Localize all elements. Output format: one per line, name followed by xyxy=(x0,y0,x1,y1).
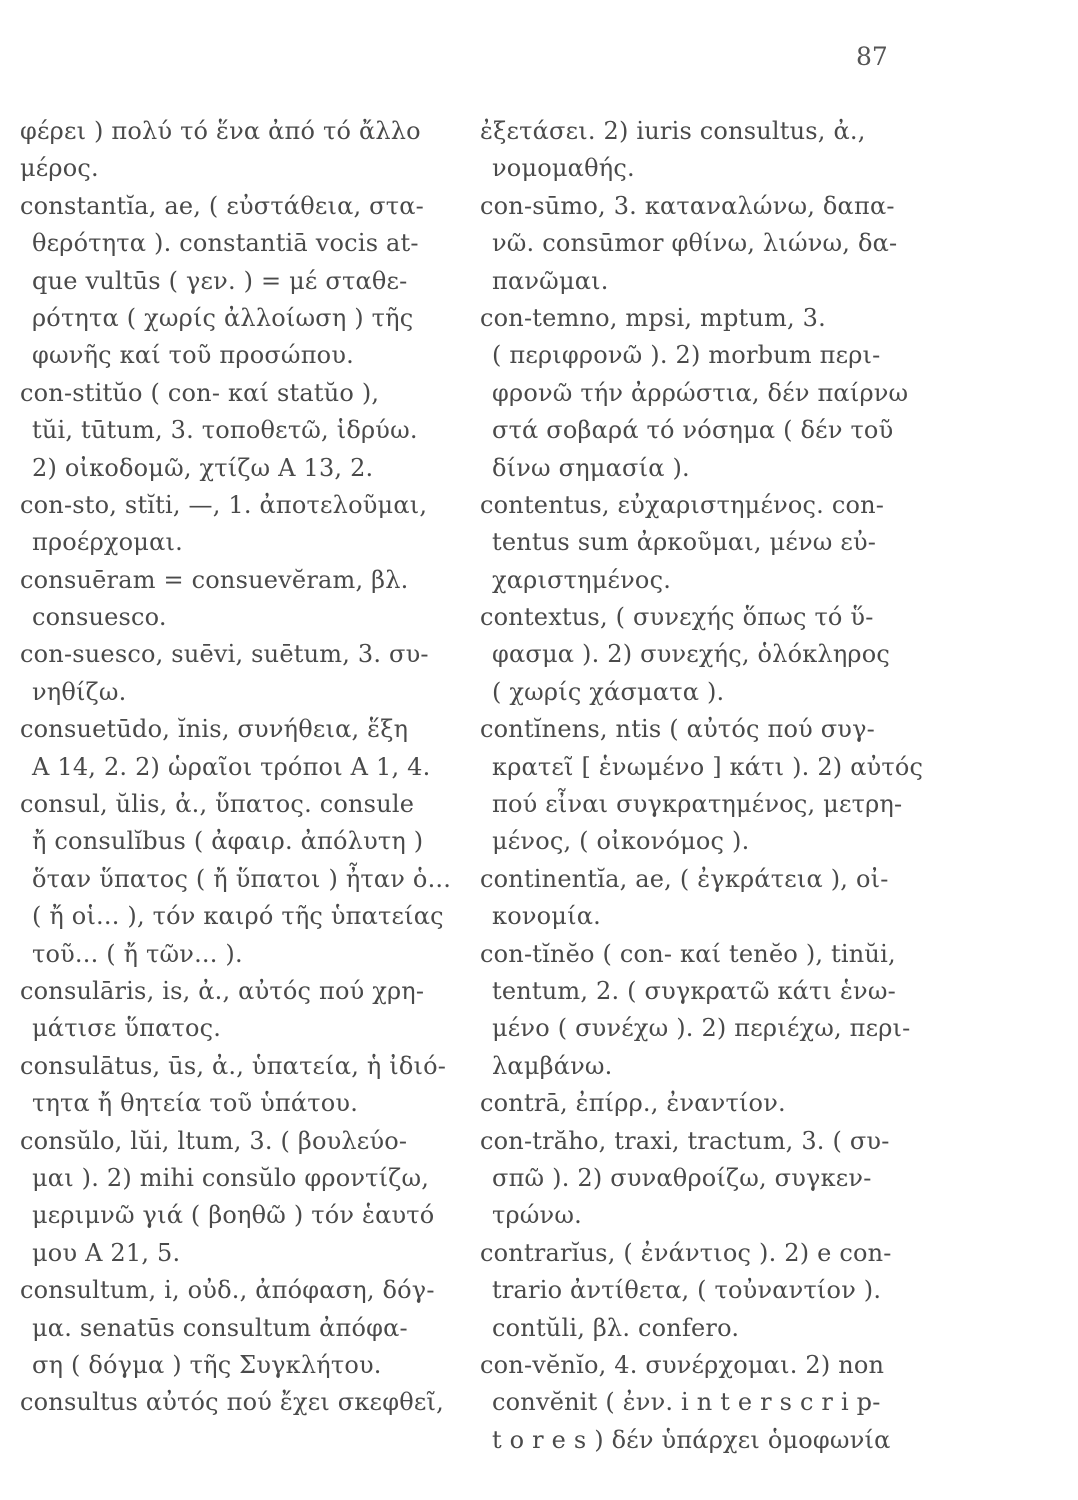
text-line: τρώνω. xyxy=(492,1201,582,1230)
text-line: contentus, εὐχαριστημένος. con- xyxy=(480,490,885,519)
text-line: con-suesco, suēvi, suētum, 3. συ- xyxy=(20,640,429,669)
text-line: πού εἶναι συγκρατημένος, μετρη- xyxy=(492,790,903,819)
text-line: δίνω σημασία ). xyxy=(492,453,690,482)
text-line: trario ἀντίθετα, ( τοὐναντίον ). xyxy=(492,1276,882,1305)
text-line: con-sto, stĭti, —, 1. ἀποτελοῦμαι, xyxy=(20,490,428,519)
text-line: μέρος. xyxy=(20,154,99,183)
text-line: con-stitŭo ( con- καί statŭo ), xyxy=(20,378,380,407)
text-line: φωνῆς καί τοῦ προσώπου. xyxy=(32,341,354,370)
text-line: ( ἤ οἱ... ), τόν καιρό τῆς ὑπατείας xyxy=(32,902,444,931)
right-column xyxy=(480,113,928,1459)
text-line: 2) οἰκοδομῶ, χτίζω Α 13, 2. xyxy=(32,453,374,482)
text-line: contextus, ( συνεχής ὅπως τό ὕ- xyxy=(480,603,874,632)
text-line: κονομία. xyxy=(492,902,601,931)
text-line: μένος, ( οἰκονόμος ). xyxy=(492,827,750,856)
text-line: τοῦ... ( ἤ τῶν... ). xyxy=(32,939,243,968)
text-line: tentus sum ἀρκοῦμαι, μένω εὐ- xyxy=(492,528,877,557)
text-line: μαι ). 2) mihi consŭlo φροντίζω, xyxy=(32,1163,430,1192)
text-line: ὅταν ὕπατος ( ἤ ὕπατοι ) ἦταν ὁ... xyxy=(32,864,452,893)
text-line: μου Α 21, 5. xyxy=(32,1238,181,1267)
text-line: φέρει ) πολύ τό ἕνα ἀπό τό ἄλλο xyxy=(20,117,421,145)
text-line: tŭi, tūtum, 3. τοποθετῶ, ἱδρύω. xyxy=(32,416,418,445)
text-line: ἐξετάσει. 2) iuris consultus, ἀ., xyxy=(480,117,866,145)
text-line: Α 14, 2. 2) ὡραῖοι τρόποι Α 1, 4. xyxy=(32,752,431,781)
text-line: μάτισε ὕπατος. xyxy=(32,1014,222,1043)
text-line: con-sūmo, 3. καταναλώνω, δαπα- xyxy=(480,191,895,220)
text-line: t o r e s ) δέν ὑπάρχει ὁμοφωνία xyxy=(492,1425,891,1454)
text-line: contŭli, βλ. confero. xyxy=(492,1313,740,1342)
text-line: convĕnit ( ἐνν. i n t e r s c r i p- xyxy=(492,1388,881,1417)
text-line: con-temno, mpsi, mptum, 3. xyxy=(480,303,826,332)
text-line: ση ( δόγμα ) τῆς Συγκλήτου. xyxy=(32,1350,382,1379)
text-line: consuēram = consuevĕram, βλ. xyxy=(20,565,409,594)
text-line: con-tĭnĕo ( con- καί tenĕo ), tinŭi, xyxy=(480,939,896,968)
text-line: νῶ. consūmor φθίνω, λιώνω, δα- xyxy=(492,229,898,258)
text-line: νηθίζω. xyxy=(32,677,127,706)
text-line: contĭnens, ntis ( αὐτός πού συγ- xyxy=(480,715,875,744)
page-number: 87 xyxy=(856,42,888,71)
text-line: φρονῶ τήν ἀρρώστια, δέν παίρνω xyxy=(492,378,909,407)
text-line: consuetūdo, ĭnis, συνήθεια, ἕξη xyxy=(20,715,409,744)
text-line: φασμα ). 2) συνεχής, ὁλόκληρος xyxy=(492,640,891,669)
text-line: προέρχομαι. xyxy=(32,528,183,557)
text-line: consŭlo, lŭi, ltum, 3. ( βουλεύο- xyxy=(20,1126,408,1155)
text-line: μεριμνῶ γιά ( βοηθῶ ) τόν ἑαυτό xyxy=(32,1201,435,1230)
text-line: que vultūs ( γεν. ) = μέ σταθε- xyxy=(32,266,408,295)
text-line: contrā, ἐπίρρ., ἐναντίον. xyxy=(480,1089,786,1118)
text-line: στά σοβαρά τό νόσημα ( δέν τοῦ xyxy=(492,416,894,445)
text-line: μα. senatūs consultum ἀπόφα- xyxy=(32,1313,408,1342)
text-line: con-trăho, traxi, tractum, 3. ( συ- xyxy=(480,1126,890,1155)
text-line: contrarĭus, ( ἐνάντιος ). 2) e con- xyxy=(480,1238,892,1267)
text-line: consultus αὐτός πού ἔχει σκεφθεῖ, xyxy=(20,1388,444,1417)
text-line: consuesco. xyxy=(32,603,167,632)
text-line: ἤ consulĭbus ( ἀφαιρ. ἀπόλυτη ) xyxy=(32,827,424,856)
text-line: σπῶ ). 2) συναθροίζω, συγκεν- xyxy=(492,1163,872,1192)
text-line: πανῶμαι. xyxy=(492,266,609,295)
text-line: continentĭa, ae, ( ἐγκράτεια ), οἰ- xyxy=(480,864,889,893)
left-column xyxy=(20,113,460,1422)
text-line: μένο ( συνέχω ). 2) περιέχω, περι- xyxy=(492,1014,911,1043)
text-line: λαμβάνω. xyxy=(492,1051,613,1080)
text-line: κρατεῖ [ ἑνωμένο ] κάτι ). 2) αὐτός xyxy=(492,752,924,781)
text-line: con-vĕnĭo, 4. συνέρχομαι. 2) non xyxy=(480,1350,885,1379)
text-line: tentum, 2. ( συγκρατῶ κάτι ἑνω- xyxy=(492,976,896,1005)
text-line: χαριστημένος. xyxy=(492,565,672,594)
text-line: consul, ŭlis, ἀ., ὕπατος. consule xyxy=(20,790,415,819)
text-line: νομομαθής. xyxy=(492,154,635,183)
text-line: consulāris, is, ἀ., αὐτός πού χρη- xyxy=(20,976,425,1005)
text-line: constantĭa, ae, ( εὐστάθεια, στα- xyxy=(20,191,424,220)
text-line: ρότητα ( χωρίς ἀλλοίωση ) τῆς xyxy=(32,303,414,332)
text-line: consultum, i, οὐδ., ἀπόφαση, δόγ- xyxy=(20,1276,435,1305)
text-line: ( χωρίς χάσματα ). xyxy=(492,677,725,706)
text-line: θερότητα ). constantiā vocis at- xyxy=(32,229,419,258)
text-line: τητα ἤ θητεία τοῦ ὑπάτου. xyxy=(32,1089,359,1118)
text-line: ( περιφρονῶ ). 2) morbum περι- xyxy=(492,341,881,370)
text-line: consulātus, ūs, ἀ., ὑπατεία, ἡ ἰδιό- xyxy=(20,1051,447,1080)
